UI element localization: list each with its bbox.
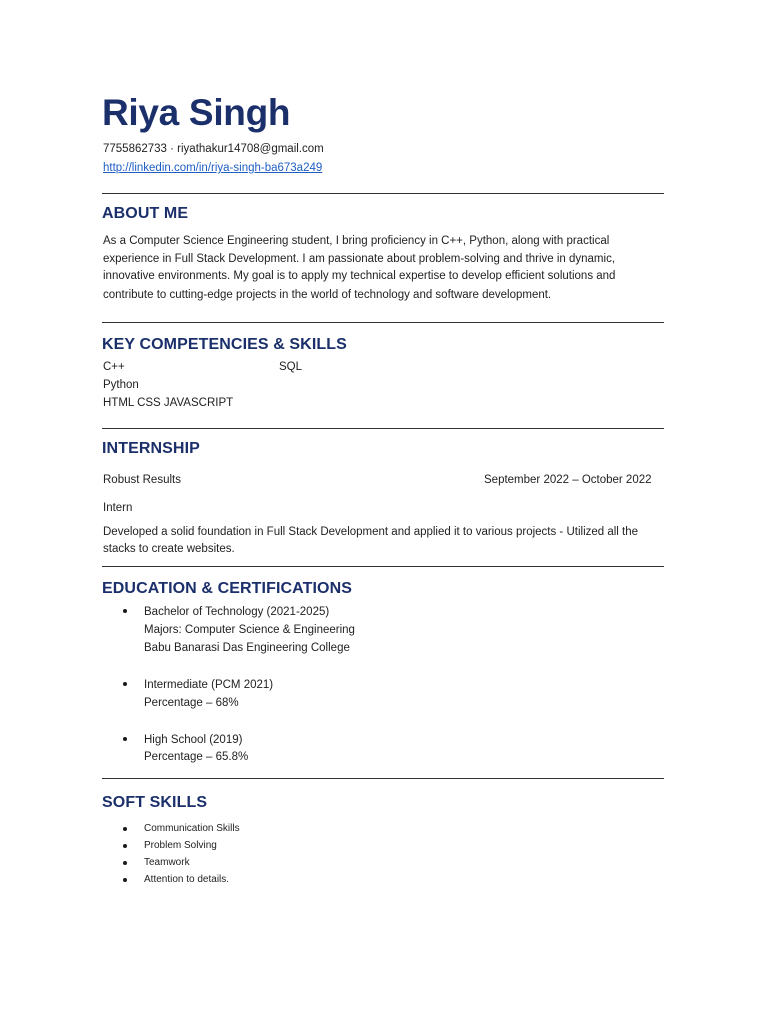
internship-dates: September 2022 – October 2022 [484, 474, 652, 486]
bullet-icon [123, 609, 127, 613]
about-line: innovative environments. My goal is to apply my technical expertise to develop efficient solutions and [103, 270, 616, 282]
skill-item: HTML CSS JAVASCRIPT [103, 397, 234, 409]
education-line: Percentage – 65.8% [144, 751, 249, 763]
education-line: High School (2019) [144, 734, 243, 746]
bullet-icon [123, 737, 127, 741]
section-divider [102, 566, 664, 567]
skills-heading: KEY COMPETENCIES & SKILLS [102, 336, 347, 353]
bullet-icon [123, 682, 127, 686]
section-divider [102, 193, 664, 194]
skill-item: C++ [103, 361, 125, 373]
skill-item: SQL [279, 361, 303, 373]
soft-skills-heading: SOFT SKILLS [102, 794, 208, 811]
internship-desc-line: stacks to create websites. [103, 543, 235, 555]
education-line: Majors: Computer Science & Engineering [144, 624, 355, 636]
skill-item: Python [103, 379, 139, 391]
about-line: As a Computer Science Engineering student, I bring proficiency in C++, Python, along with practical [103, 235, 610, 247]
section-divider [102, 428, 664, 429]
candidate-name: Riya Singh [102, 92, 291, 133]
internship-role: Intern [103, 502, 133, 514]
education-line: Babu Banarasi Das Engineering College [144, 642, 350, 654]
contact-line: 7755862733 · riyathakur14708@gmail.com [103, 143, 324, 155]
about-line: contribute to cutting-edge projects in the world of technology and software development. [103, 289, 552, 301]
education-line: Intermediate (PCM 2021) [144, 679, 274, 691]
bullet-icon [123, 878, 127, 882]
section-divider [102, 778, 664, 779]
linkedin-link[interactable]: http://linkedin.com/in/riya-singh-ba673a249 [103, 162, 323, 174]
about-heading: ABOUT ME [102, 205, 189, 222]
education-line: Bachelor of Technology (2021-2025) [144, 606, 330, 618]
education-heading: EDUCATION & CERTIFICATIONS [102, 580, 352, 597]
internship-heading: INTERNSHIP [102, 440, 200, 457]
education-line: Percentage – 68% [144, 697, 239, 709]
internship-desc-line: Developed a solid foundation in Full Stack Development and applied it to various projects - Utilized all the [103, 526, 639, 538]
soft-skill-item: Problem Solving [144, 840, 217, 851]
soft-skill-item: Teamwork [144, 857, 190, 868]
internship-company: Robust Results [103, 474, 181, 486]
about-line: experience in Full Stack Development. I am passionate about problem-solving and thrive in dynamic, [103, 253, 616, 265]
soft-skill-item: Attention to details. [144, 874, 230, 885]
bullet-icon [123, 861, 127, 865]
soft-skill-item: Communication Skills [144, 823, 240, 834]
bullet-icon [123, 827, 127, 831]
bullet-icon [123, 844, 127, 848]
section-divider [102, 322, 664, 323]
